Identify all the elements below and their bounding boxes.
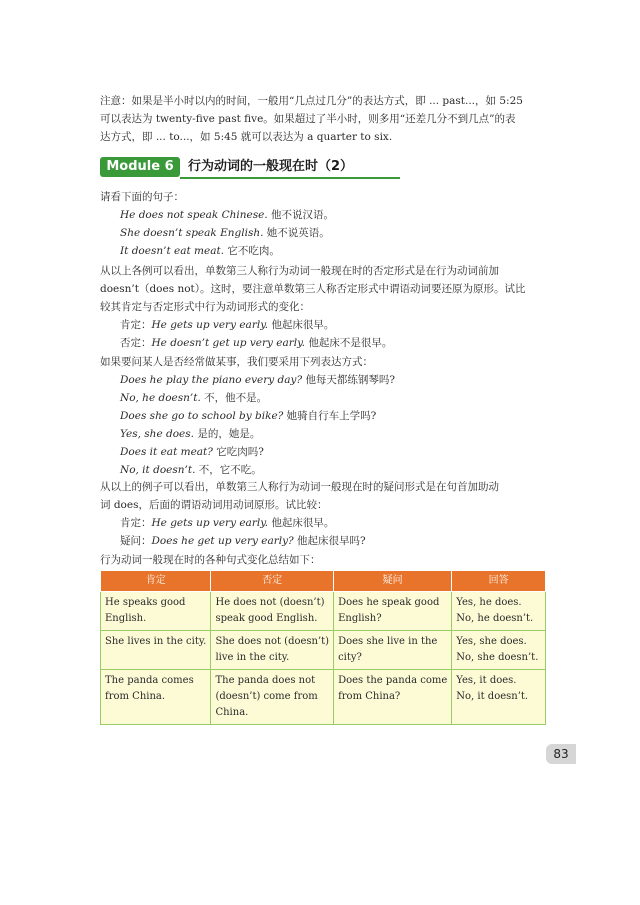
table-header-row — [101, 571, 546, 592]
table-cell: She does not (doesn’t) live in the city. — [211, 631, 334, 670]
table-cell: She lives in the city. — [101, 631, 211, 670]
table-row — [101, 592, 546, 631]
table-cell: The panda comes from China. — [101, 670, 211, 725]
example-sentence: Yes, she does. 是的，她是。 — [120, 428, 261, 440]
table-cell: He speaks good English. — [101, 592, 211, 631]
table-cell: Does she live in the city? — [334, 631, 452, 670]
summary-table — [100, 570, 546, 725]
table-cell: Yes, it does. No, it doesn’t. — [452, 670, 546, 725]
explain-line: 从以上各例可以看出，单数第三人称行为动词一般现在时的否定形式是在行为动词前加 — [100, 265, 499, 277]
table-cell: The panda does not (doesn’t) come from China. — [211, 670, 334, 725]
table-cell: He does not (doesn’t) speak good English. — [211, 592, 334, 631]
header-negative: 否定 — [211, 571, 334, 592]
header-answer: 回答 — [452, 571, 546, 592]
summary-lead: 行为动词一般现在时的各种句式变化总结如下： — [100, 554, 321, 566]
table-row — [101, 670, 546, 725]
compare-line: 否定：He doesn’t get up very early. 他起床不是很早。 — [120, 337, 393, 349]
table-row — [101, 631, 546, 670]
intro-line: 注意：如果是半小时以内的时间，一般用“几点过几分”的表达方式，即 ... past...，如 5:25 — [100, 95, 523, 107]
page-number: 83 — [546, 744, 576, 764]
module-badge: Module 6 — [100, 157, 180, 177]
example-sentence: He does not speak Chinese. 他不说汉语。 — [120, 209, 335, 221]
explain-line: 从以上的例子可以看出，单数第三人称行为动词一般现在时的疑问形式是在句首加助动 — [100, 481, 499, 493]
explain-line: 较其肯定与否定形式中行为动词形式的变化： — [100, 301, 310, 313]
example-sentence: Does he play the piano every day? 他每天都练钢琴吗? — [120, 374, 396, 386]
table-cell: Yes, he does. No, he doesn’t. — [452, 592, 546, 631]
question-explanation — [100, 478, 550, 550]
heading-underline — [180, 177, 400, 179]
header-question: 疑问 — [334, 571, 452, 592]
intro-paragraph — [100, 92, 550, 146]
compare-line: 疑问：Does he get up very early? 他起床很早吗? — [120, 535, 366, 547]
intro-line: 达方式，即 ... to...，如 5:45 就可以表达为 a quarter to six. — [100, 131, 393, 143]
example-sentence: She doesn’t speak English. 她不说英语。 — [120, 227, 330, 239]
explain-line: 词 does，后面的谓语动词用动词原形。试比较： — [100, 499, 328, 511]
compare-line: 肯定：He gets up very early. 他起床很早。 — [120, 517, 335, 529]
question-section — [100, 353, 550, 479]
table-cell: Does the panda come from China? — [334, 670, 452, 725]
section-lead: 请看下面的句子： — [100, 191, 184, 203]
table-cell: Yes, she does. No, she doesn’t. — [452, 631, 546, 670]
example-sentence: Does she go to school by bike? 她骑自行车上学吗? — [120, 410, 377, 422]
intro-line: 可以表达为 twenty-five past five。如果超过了半小时，则多用“还差几分不到几点”的表 — [100, 113, 516, 125]
header-affirmative: 肯定 — [101, 571, 211, 592]
example-sentence: Does it eat meat? 它吃肉吗? — [120, 446, 264, 458]
explain-line: doesn’t（does not）。这时，要注意单数第三人称否定形式中谓语动词要还原为原形。试比 — [100, 283, 526, 295]
compare-line: 肯定：He gets up very early. 他起床很早。 — [120, 319, 335, 331]
module-heading — [100, 157, 400, 179]
module-title: 行为动词的一般现在时（2） — [188, 159, 354, 174]
negative-explanation — [100, 262, 550, 352]
example-sentence: No, he doesn’t. 不，他不是。 — [120, 392, 268, 404]
section-lead: 如果要问某人是否经常做某事，我们要采用下列表达方式： — [100, 356, 373, 368]
table-cell: Does he speak good English? — [334, 592, 452, 631]
example-sentence: No, it doesn’t. 不，它不吃。 — [120, 464, 262, 476]
example-sentence: It doesn’t eat meat. 它不吃肉。 — [120, 245, 280, 257]
negative-section — [100, 188, 550, 260]
